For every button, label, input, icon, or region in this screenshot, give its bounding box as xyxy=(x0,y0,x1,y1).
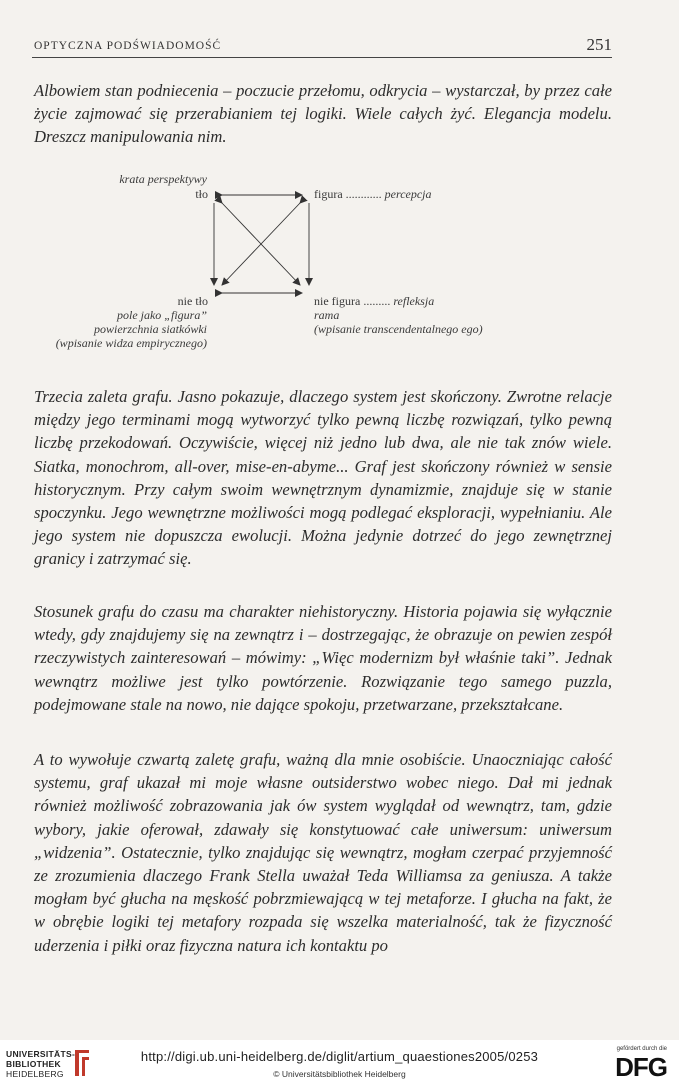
caption-bottom-right-2: rama xyxy=(314,308,340,322)
header-rule xyxy=(32,57,612,58)
label-bottom-left: nie tło xyxy=(177,294,208,308)
label-bottom-right: nie figura ......... refleksja xyxy=(314,294,435,308)
paragraph-1: Albowiem stan podniecenia – poczucie przełomu, odkrycia – wystarczał, by przez całe życie zajmować się przerabianiem tej logiki. Wiele całych żyć. Elegancja modelu. Dreszcz manipulowania nim. xyxy=(34,81,612,147)
caption-bottom-right-3: (wpisanie transcendentalnego ego) xyxy=(314,322,483,336)
caption-bottom-left-1: pole jako „figura” xyxy=(116,308,207,322)
copyright-notice: © Universitätsbibliothek Heidelberg xyxy=(273,1069,406,1079)
caption-top-left: krata perspektywy xyxy=(119,172,207,186)
semiotic-square-diagram xyxy=(0,165,679,365)
caption-bottom-left-2: powierzchnia siatkówki xyxy=(94,322,207,336)
caption-bottom-left-3: (wpisanie widza empirycznego) xyxy=(55,336,207,350)
paragraph-3: Stosunek grafu do czasu ma charakter niehistoryczny. Historia pojawia się wyłącznie wtedy, gdy znajdujemy się na zewnątrz i – dostrzegając, że obrazuje on pewien zespół rzeczywistych zainteresowań – mówimy: „Więc modernizm był właśnie taki”. Jednak wewnątrz możliwe jest tylko powtórzenie. Rozwiązanie tego samego puzzla, podejmowane stale na nowo, nie dające spokoju, przetwarzane, przekształcane. xyxy=(34,602,612,714)
running-title: OPTYCZNA PODŚWIADOMOŚĆ xyxy=(34,40,222,52)
paragraph-2: Trzecia zaleta grafu. Jasno pokazuje, dlaczego system jest skończony. Zwrotne relacje między jego terminami mogą wytworzyć tylko pewną liczbę rozwiązań, tylko pewną liczbę przekodowań. Oczywiście, więcej niż jedno lub dwa, ale nie tak znów wiele. Siatka, monochrom, all-over, mise-en-abyme... Graf jest skończony również w sensie historycznym. Przy całym swoim wewnętrznym dynamizmie, znajduje się w stanie spoczynku. Jego wewnętrzne możliwości mogą podlegać eksploracji, wypełnianiu. Ale jego system nie dopuszcza ewolucji. Można jedynie dotrzeć do jego zewnętrznej granicy i zatrzymać się. xyxy=(34,387,612,569)
source-url-link[interactable]: http://digi.ub.uni-heidelberg.de/diglit/artium_quaestiones2005/0253 xyxy=(140,1049,539,1064)
label-top-left: tło xyxy=(195,187,208,201)
library-logo-text: UNIVERSITÄTS- BIBLIOTHEK HEIDELBERG xyxy=(6,1049,76,1079)
dfg-tagline: gefördert durch die xyxy=(616,1046,667,1052)
dfg-logo: DFG xyxy=(615,1052,667,1082)
paragraph-4: A to wywołuje czwartą zaletę grafu, ważną dla mnie osobiście. Unaoczniając całość systemu, graf ukazał mi moje własne outsiderstwo wobec niego. Dał mi jednak również możliwość zobrazowania jak ów system wyglądał od wewnątrz, tam, gdzie wybory, jakie oferował, zdawały się konstytuować całe uniwersum: uniwersum „widzenia”. Ostatecznie, tylko znajdując się wewnątrz, mogłam czerpać przyjemność ze zrozumienia dlaczego Frank Stella uważał Teda Williamsa za geniusza. A także mogłam być głucha na męskość pobrzmiewającą w tej metaforze. I głucha na fakt, że w obrębie logiki tej metafory rozpada się wszelka materialność, tak że fizyczność uderzenia i piłki oraz fizyczna natura ich kontaktu po xyxy=(34,750,612,955)
label-top-right: figura ............ percepcja xyxy=(314,187,432,201)
digitization-footer xyxy=(0,1040,679,1088)
page-number: 251 xyxy=(586,35,612,54)
